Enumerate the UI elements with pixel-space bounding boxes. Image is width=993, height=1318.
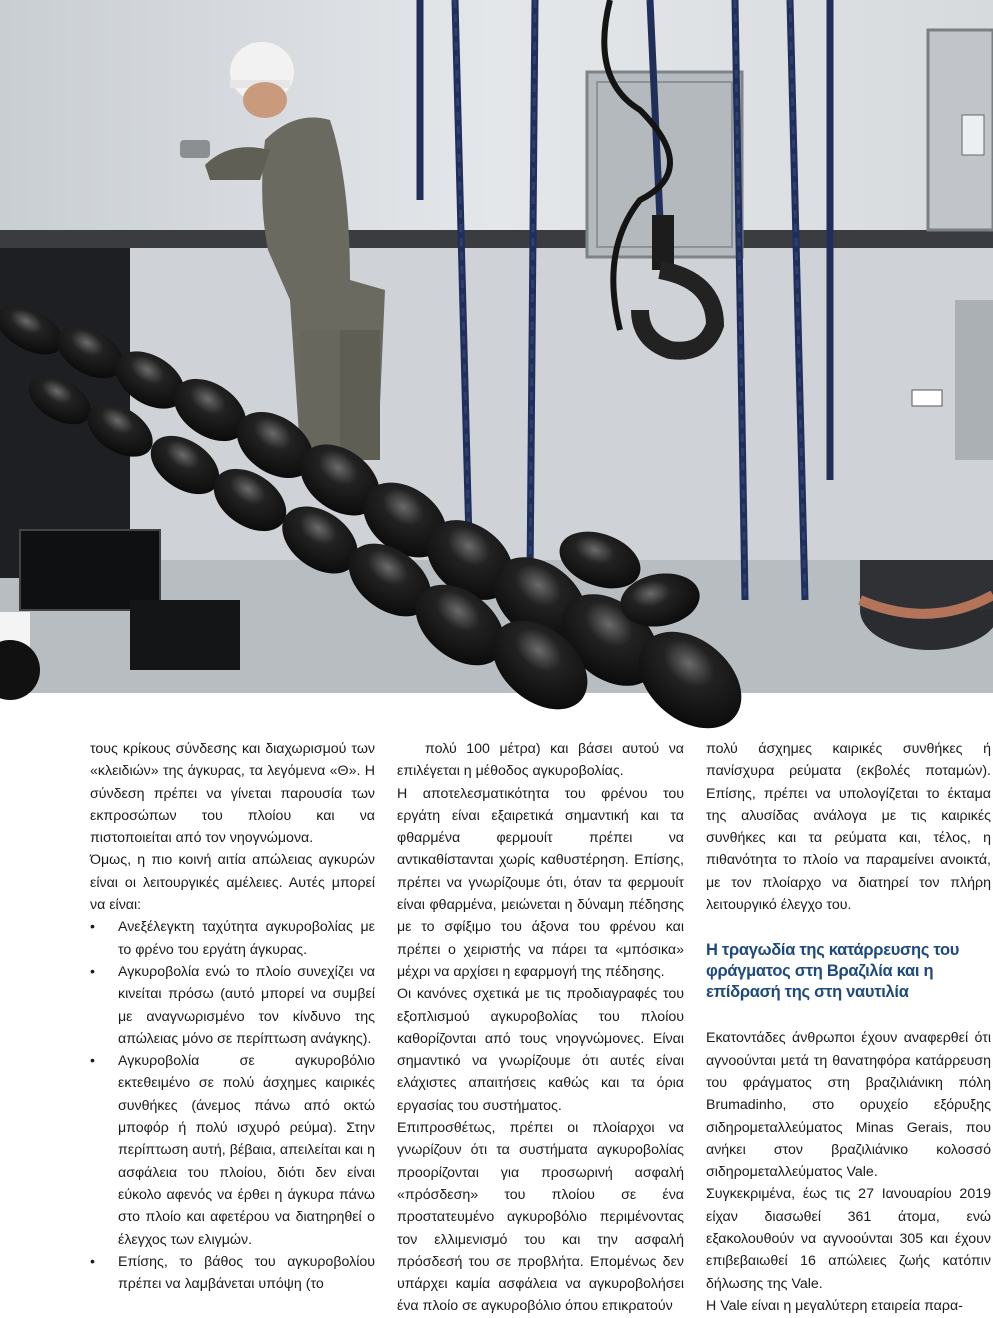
paragraph: Η αποτελεσματικότητα του φρένου του εργάτη είναι εξαιρετικά σημαντική και τα φθαρμένα φερμουίτ πρέπει να αντικαθίστανται χωρίς καθυστέρηση. Επίσης, πρέπει να γνωρίζουμε ότι, όταν τα φερμουίτ είναι φθαρμένα, μειώνεται η δύναμη πέδησης με το σφίξιμο του άξονα του φρένου και πρέπει ο χειριστής να πάρει τα «μπόσικα» μέχρι να αρχίσει η εφαρμογή της πέδησης. [397,785,684,980]
paragraph: πολύ άσχημες καιρικές συνθήκες ή πανίσχυρα ρεύματα (εκβολές ποταμών). Επίσης, πρέπει να υπολογίζεται το έκταμα της αλυσίδας ανάλογα με τις καιρικές συνθήκες και τα ρεύματα και, τέλος, η πιθανότητα το πλοίο να παραμείνει ανοικτά, με τον πλοίαρχο να διατηρεί τον πλήρη λειτουργικό έλεγχο του. [706,741,991,914]
paragraph: Η Vale είναι η μεγαλύτερη εταιρεία παρα- [706,1297,963,1314]
paragraph: πολύ 100 μέτρα) και βάσει αυτού να επιλέγεται η μέθοδος αγκυροβολίας. [397,741,684,780]
text-column-1 [90,738,375,1291]
list-item: • Ανεξέλεγκτη ταχύτητα αγκυροβολίας με το φρένο του εργάτη άγκυρας. [90,916,375,961]
section-heading: Η τραγωδία της κατάρρευσης του φράγματος στη Βραζιλία και η επίδρασή της στη ναυτιλία [706,941,960,1002]
bullet-list [90,916,375,1295]
list-item: • Αγκυροβολία ενώ το πλοίο συνεχίζει να κινείται πρόσω (αυτό μπορεί να συμβεί με αναγνωρισμένο τον κίνδυνο της απώλειας μόνο σε περίπτωση ανάγκης). [90,961,375,1050]
paragraph: Όμως, η πιο κοινή αιτία απώλειας αγκυρών είναι οι λειτουργικές αμέλειες. Αυτές μπορεί να είναι: [90,852,375,914]
text-column-3 [706,738,991,1314]
paragraph: Εκατοντάδες άνθρωποι έχουν αναφερθεί ότι αγνοούνται μετά τη θανατηφόρα κατάρρευση του φράγματος στη βραζιλιάνικη πόλη Brumadinho, στο ορυχείο εξόρυξης σιδηρομεταλλεύματος Minas Gerais, που ανήκει στον βραζιλιάνικο κολοσσό σιδηρομεταλλεύματος Vale. [706,1030,991,1181]
text-column-2 [397,738,684,1315]
paragraph: τους κρίκους σύνδεσης και διαχωρισμού των «κλειδιών» της άγκυρας, τα λεγόμενα «Θ». Η σύνδεση πρέπει να γίνεται παρουσία των εκπροσώπων του πλοίου και να πιστοποιείται από τον νηογνώμονα. [90,741,375,847]
list-item: • Αγκυροβολία σε αγκυροβόλιο εκτεθειμένο σε πολύ άσχημες καιρικές συνθήκες (άνεμος πάνω από οκτώ μποφόρ ή πολύ ισχυρό ρεύμα). Στην περίπτωση αυτή, βέβαια, απειλείται και η ασφάλεια του πλοίου, διότι δεν είναι εύκολο αφενός να έρθει η άγκυρα πάνω στο πλοίο και αφετέρου να διατηρηθεί ο έλεγχος των ελιγμών. [90,1050,375,1251]
paragraph: Οι κανόνες σχετικά με τις προδιαγραφές του εξοπλισμού αγκυροβολίας του πλοίου καθορίζονται από τους νηογνώμονες. Είναι σημαντικό να γνωρίζουμε ότι αυτές είναι ελάχιστες απαιτήσεις καθώς και τα όρια εργασίας του συστήματος. [397,986,684,1114]
list-item: • Επίσης, το βάθος του αγκυροβολίου πρέπει να λαμβάνεται υπόψη (το [90,1251,375,1296]
paragraph: Συγκεκριμένα, έως τις 27 Ιανουαρίου 2019 είχαν διασωθεί 361 άτομα, ενώ εξακολουθούν να αγνοούνται 305 και έχουν επιβεβαιωθεί 16 απώλειες ζωής κατόπιν δήλωσης της Vale. [706,1186,991,1292]
paragraph: Επιπροσθέτως, πρέπει οι πλοίαρχοι να γνωρίζουν ότι τα συστήματα αγκυροβολίας προορίζονται για προσωρινή ασφαλή «πρόσδεση» του πλοίου σε ένα προστατευμένο αγκυροβόλιο περιμένοντας τον ελλιμενισμό του και την ασφαλή πρόσδεσή του σε προβλήτα. Επομένως δεν υπάρχει καμία ασφάλεια να αγκυροβολήσει ένα πλοίο σε αγκυροβόλιο όπου επικρατούν [397,1120,684,1315]
